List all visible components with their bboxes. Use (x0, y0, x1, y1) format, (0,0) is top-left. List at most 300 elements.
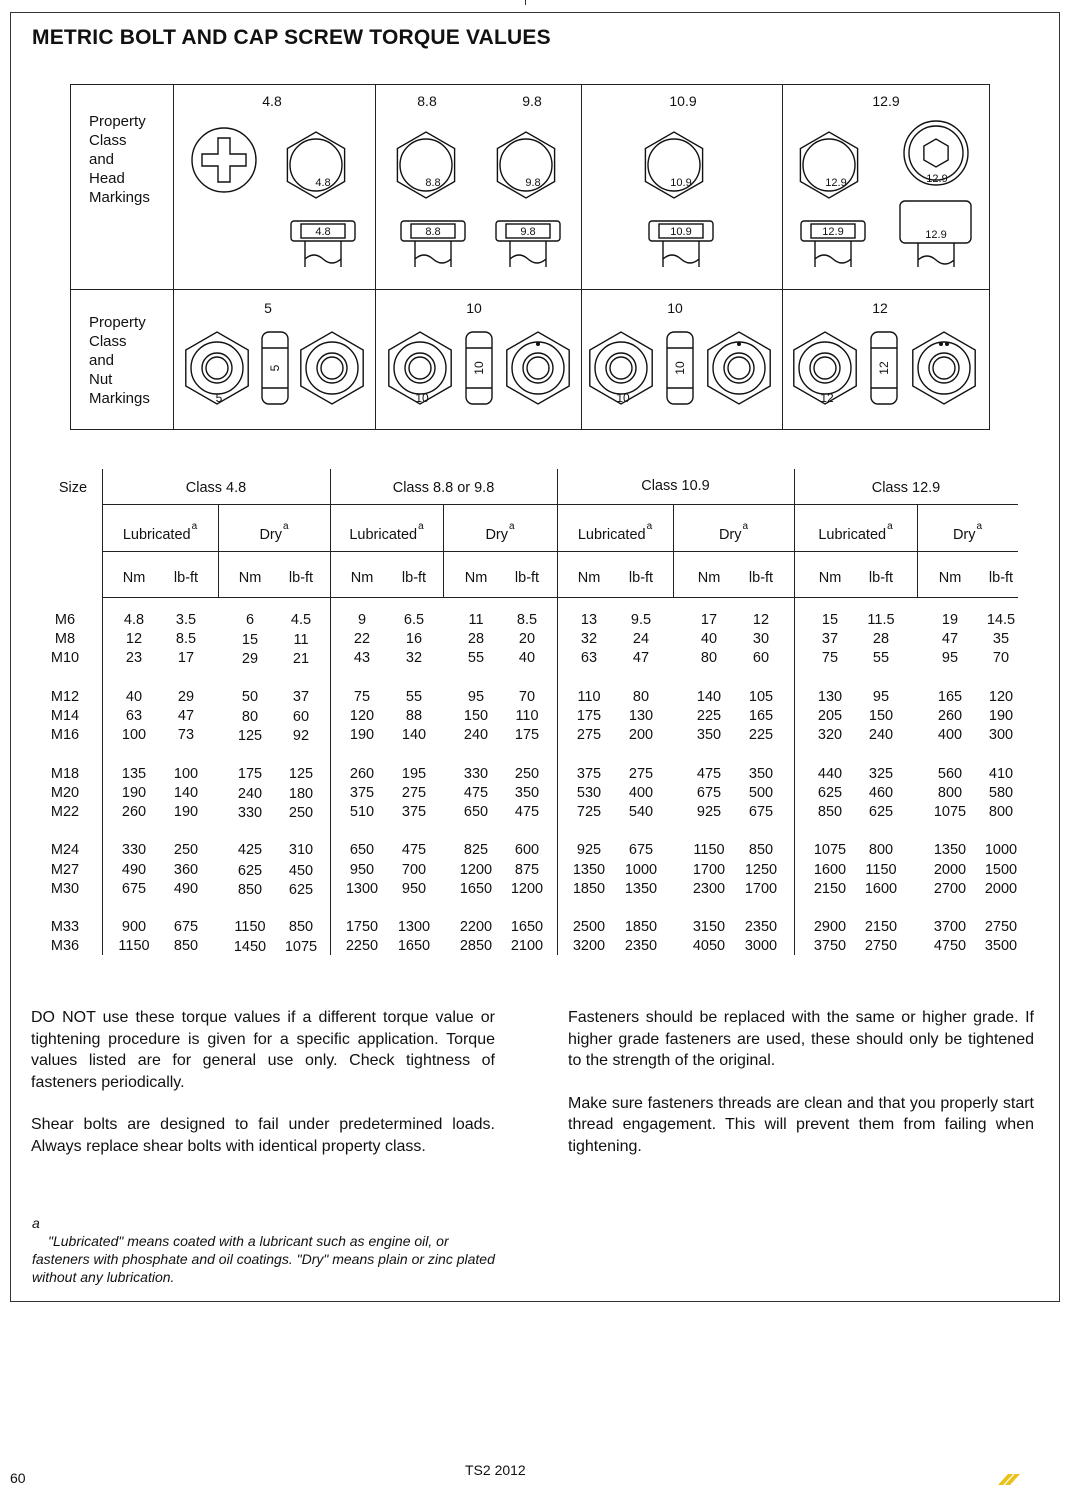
nut-thread (206, 357, 228, 379)
unit-header: Nm (938, 570, 962, 586)
torque-value: 120 (988, 688, 1014, 705)
torque-value: 80 (241, 709, 259, 725)
head-class-8-8: 8.8 (417, 93, 437, 109)
torque-value: 75 (821, 650, 839, 667)
note-paragraph: Fasteners should be replaced with the same or higher grade. If higher grade fasteners are used, these should only be tightened to the strength of the original. (568, 1009, 1034, 1069)
torque-value: 325 (868, 765, 894, 782)
head-class-4-8: 4.8 (262, 93, 282, 109)
torque-value: 40 (518, 650, 536, 667)
torque-value: 165 (748, 708, 774, 724)
nut-class-12: 12 (872, 300, 888, 316)
size-cell: M27 (50, 861, 80, 878)
torque-value: 140 (401, 727, 427, 744)
nut-face (191, 342, 243, 394)
label-line: Class (89, 333, 127, 350)
torque-value: 275 (401, 784, 427, 801)
size-cell: M20 (50, 784, 80, 801)
torque-value: 2150 (864, 919, 898, 936)
torque-value: 1150 (234, 919, 266, 936)
torque-value: 2150 (813, 880, 847, 897)
torque-value: 70 (518, 688, 536, 705)
socket-shank (918, 243, 954, 267)
torque-value: 40 (700, 631, 718, 648)
torque-value: 120 (349, 708, 375, 724)
torque-value: 130 (628, 708, 654, 724)
bolt-shank (663, 241, 699, 267)
torque-value: 275 (576, 727, 602, 744)
nut-face (306, 342, 358, 394)
torque-value: 88 (405, 708, 423, 724)
torque-value: 95 (872, 688, 890, 705)
torque-value: 40 (125, 688, 143, 705)
torque-value: 1350 (624, 880, 658, 897)
torque-value: 1700 (692, 861, 726, 878)
unit-header: lb-ft (748, 570, 774, 586)
nut-dot (536, 342, 540, 346)
marking-text: 5 (215, 391, 223, 405)
torque-value: 1000 (984, 842, 1018, 859)
footnote-ref: a (887, 521, 893, 532)
torque-value: 110 (577, 688, 601, 705)
torque-value: 175 (237, 765, 263, 782)
torque-value: 110 (515, 708, 539, 724)
page-title: METRIC BOLT AND CAP SCREW TORQUE VALUES (32, 26, 551, 49)
torque-value: 8.5 (175, 631, 197, 648)
torque-value: 800 (868, 842, 894, 859)
nut-face (799, 342, 851, 394)
unit-header: Nm (697, 570, 721, 586)
torque-value: 675 (173, 919, 199, 936)
size-cell: M10 (50, 650, 80, 667)
torque-value: 80 (632, 688, 650, 705)
marking-text: 10 (616, 391, 630, 405)
torque-value: 560 (937, 765, 963, 782)
table-rule (557, 469, 558, 955)
torque-value: 32 (580, 631, 598, 648)
torque-value: 43 (353, 650, 371, 667)
torque-value: 425 (237, 842, 263, 859)
table-rule (443, 504, 444, 597)
torque-value: 2100 (510, 938, 544, 955)
marking-text: 9.8 (520, 226, 536, 238)
brand-logo-icon (998, 1474, 1020, 1485)
head-class-12-9: 12.9 (872, 93, 900, 109)
torque-value: 55 (872, 650, 890, 667)
notes-right (568, 1007, 1034, 1178)
footnote (32, 1214, 502, 1286)
label-line: Markings (89, 189, 150, 206)
torque-value: 510 (349, 804, 375, 820)
socket-recess (924, 139, 948, 167)
torque-value: 70 (992, 650, 1010, 667)
torque-value: 2750 (864, 938, 898, 955)
size-cell: M14 (50, 708, 80, 724)
torque-value: 410 (988, 765, 1014, 782)
nut-thread (409, 357, 431, 379)
torque-value: 73 (177, 727, 195, 744)
nut-dot (737, 342, 741, 346)
torque-value: 1075 (813, 842, 847, 859)
torque-value: 95 (467, 688, 485, 705)
marking-text: 8.8 (425, 226, 441, 238)
unit-header: lb-ft (868, 570, 894, 586)
torque-value: 850 (237, 881, 263, 898)
torque-value: 190 (173, 804, 199, 820)
unit-header: Nm (577, 570, 601, 586)
nut-face (918, 342, 970, 394)
size-cell: M18 (50, 765, 80, 782)
marking-text: 12 (877, 361, 891, 375)
torque-value: 1850 (572, 880, 606, 897)
unit-header: lb-ft (628, 570, 654, 586)
torque-value: 3150 (692, 919, 726, 936)
torque-value: 460 (868, 784, 894, 801)
marking-text: 9.8 (525, 177, 541, 189)
nut-icon (913, 332, 975, 404)
torque-value: 13 (580, 612, 598, 628)
torque-value: 800 (988, 804, 1014, 820)
head-class-10-9: 10.9 (669, 93, 697, 109)
torque-value: 9 (357, 612, 367, 628)
condition-header: Lubricated$^a$ (349, 521, 424, 543)
size-cell: M12 (50, 688, 80, 705)
torque-value: 900 (121, 919, 147, 936)
torque-value: 375 (401, 804, 427, 820)
torque-value: 1700 (744, 880, 778, 897)
torque-value: 63 (125, 708, 143, 724)
torque-value: 350 (514, 784, 540, 801)
torque-value: 29 (241, 651, 259, 668)
torque-value: 80 (700, 650, 718, 667)
torque-value: 2000 (984, 880, 1018, 897)
torque-value: 125 (237, 728, 263, 745)
nut-dot (945, 342, 949, 346)
unit-header: lb-ft (173, 570, 199, 586)
size-cell: M30 (50, 880, 80, 897)
torque-value: 625 (817, 784, 843, 801)
torque-value: 37 (821, 631, 839, 648)
torque-value: 2500 (572, 919, 606, 936)
torque-value: 650 (349, 842, 375, 859)
condition-header: Dry$^a$ (718, 521, 749, 543)
torque-value: 3.5 (175, 612, 197, 628)
torque-value: 28 (872, 631, 890, 648)
footnote-ref: a (191, 521, 198, 532)
marking-text: 10.9 (670, 177, 692, 189)
table-rule (102, 597, 1018, 598)
torque-value: 2000 (933, 861, 967, 878)
nut-class-10: 10 (466, 300, 482, 316)
nut-thread (321, 357, 343, 379)
size-cell: M36 (50, 938, 80, 955)
torque-value: 3500 (984, 938, 1018, 955)
footnote-ref: a (283, 521, 289, 532)
torque-value: 650 (463, 804, 489, 820)
torque-value: 16 (405, 631, 423, 648)
marking-text: 12.9 (822, 226, 844, 238)
nut-thread (610, 357, 632, 379)
class-header: Class 4.8 (185, 480, 247, 496)
torque-value: 350 (748, 765, 774, 782)
label-line: Head (89, 170, 125, 187)
torque-value: 475 (696, 765, 722, 782)
torque-value: 175 (514, 727, 540, 744)
torque-value: 1850 (624, 919, 658, 936)
torque-value: 1200 (459, 861, 493, 878)
torque-value: 1600 (864, 880, 898, 897)
torque-value: 360 (173, 861, 199, 878)
size-cell: M24 (50, 842, 80, 859)
torque-value: 130 (817, 688, 843, 705)
torque-value: 725 (576, 804, 602, 820)
condition-header: Dry$^a$ (485, 521, 515, 543)
torque-value: 47 (177, 708, 195, 724)
torque-value: 195 (401, 765, 427, 782)
torque-value: 1350 (933, 842, 967, 859)
torque-value: 30 (752, 631, 770, 648)
torque-value: 32 (405, 650, 423, 667)
footnote-ref: a (976, 521, 983, 532)
torque-value: 240 (237, 785, 263, 802)
torque-value: 180 (288, 785, 314, 802)
torque-value: 2700 (933, 880, 967, 897)
unit-header: Nm (464, 570, 488, 586)
torque-value: 2300 (692, 880, 726, 897)
table-rule (102, 551, 1018, 552)
unit-header: Nm (350, 570, 374, 586)
torque-value: 140 (173, 784, 199, 801)
marking-illustrations (71, 85, 991, 431)
page-number: 60 (10, 1470, 26, 1486)
label-line: Class (89, 132, 127, 149)
torque-value: 400 (628, 784, 654, 801)
torque-value: 475 (463, 784, 489, 801)
torque-value: 350 (696, 727, 722, 744)
torque-value: 2750 (984, 919, 1018, 936)
torque-value: 140 (696, 688, 722, 705)
torque-value: 625 (237, 862, 263, 879)
marking-text: 12.9 (926, 173, 948, 185)
torque-value: 320 (817, 727, 843, 744)
torque-value: 205 (817, 708, 843, 724)
label-line: and (89, 352, 115, 369)
torque-value: 540 (628, 804, 654, 820)
torque-value: 300 (988, 727, 1014, 744)
torque-value: 2900 (813, 919, 847, 936)
torque-value: 11 (293, 632, 309, 649)
torque-value: 1500 (984, 861, 1018, 878)
torque-value: 60 (752, 650, 770, 667)
torque-value: 1300 (345, 880, 379, 897)
torque-value: 50 (241, 688, 259, 705)
torque-value: 4050 (692, 938, 726, 955)
torque-value: 190 (349, 727, 375, 744)
torque-value: 240 (463, 727, 489, 744)
torque-value: 925 (696, 804, 722, 820)
torque-value: 490 (121, 861, 147, 878)
torque-value: 675 (696, 784, 722, 801)
torque-value: 3700 (933, 919, 967, 936)
torque-value: 3200 (572, 938, 606, 955)
torque-value: 9.5 (630, 612, 652, 628)
torque-value: 1200 (510, 880, 544, 897)
torque-value: 850 (288, 919, 314, 936)
torque-value: 24 (632, 631, 650, 648)
torque-value: 475 (401, 842, 427, 859)
torque-value: 1600 (813, 861, 847, 878)
table-rule (102, 504, 1018, 505)
nut-class-10b: 10 (667, 300, 683, 316)
torque-value: 11.5 (867, 612, 895, 628)
torque-value: 2350 (744, 919, 778, 936)
torque-value: 21 (292, 651, 310, 668)
torque-value: 275 (628, 765, 654, 782)
torque-value: 330 (121, 842, 147, 859)
note-paragraph: Shear bolts are designed to fail under predetermined loads. Always replace shear bolts with identical property class. (31, 1116, 495, 1155)
torque-value: 19 (941, 612, 959, 628)
torque-value: 675 (748, 804, 774, 820)
table-rule (102, 469, 103, 955)
nut-thread (728, 357, 750, 379)
torque-value: 75 (353, 688, 371, 705)
torque-value: 63 (580, 650, 598, 667)
label-line: Property (89, 314, 146, 331)
torque-value: 8.5 (516, 612, 538, 628)
torque-value: 95 (941, 650, 959, 667)
torque-value: 190 (121, 784, 147, 801)
torque-value: 260 (349, 765, 375, 782)
torque-value: 1000 (624, 861, 658, 878)
torque-value: 250 (514, 765, 540, 782)
table-rule (218, 504, 219, 597)
torque-value: 23 (125, 650, 143, 667)
torque-value: 825 (463, 842, 489, 859)
condition-header: Lubricated$^a$ (122, 521, 198, 543)
condition-header: Dry$^a$ (259, 521, 289, 543)
torque-value: 1650 (459, 880, 493, 897)
size-cell: M8 (54, 631, 76, 648)
condition-header: Lubricated$^a$ (818, 521, 893, 543)
nut-face (713, 342, 765, 394)
size-cell: M6 (54, 612, 76, 628)
torque-value: 675 (628, 842, 654, 859)
footnote-mark: a (32, 1215, 40, 1231)
torque-value: 950 (401, 880, 427, 897)
bolt-shank (815, 241, 851, 267)
torque-value: 1150 (118, 938, 150, 955)
nut-class-5: 5 (264, 300, 272, 316)
notes-left (31, 1007, 495, 1178)
table-rule (673, 504, 674, 597)
torque-value: 55 (467, 650, 485, 667)
label-line: Markings (89, 390, 150, 407)
torque-value: 530 (576, 784, 602, 801)
table-rule (330, 469, 331, 955)
torque-value: 4.8 (123, 612, 145, 628)
torque-value: 92 (292, 728, 310, 745)
torque-value: 2200 (459, 919, 493, 936)
marking-text: 10.9 (670, 226, 692, 238)
condition-header: Lubricated$^a$ (577, 521, 653, 543)
marking-text: 4.8 (315, 226, 331, 238)
torque-value: 375 (576, 765, 602, 782)
table-rule (917, 504, 918, 597)
torque-value: 490 (173, 880, 199, 897)
torque-value: 330 (463, 765, 489, 782)
torque-value: 260 (937, 708, 963, 724)
socket-head-rim (909, 126, 963, 180)
torque-value: 850 (748, 842, 774, 859)
torque-value: 950 (349, 861, 375, 878)
bolt-shank (415, 241, 451, 267)
torque-value: 150 (463, 708, 489, 724)
torque-value: 15 (241, 632, 259, 649)
label-line: and (89, 151, 115, 168)
torque-value: 1650 (397, 938, 431, 955)
top-edge-mark (525, 0, 526, 5)
nut-thread (933, 357, 955, 379)
torque-value: 4750 (933, 938, 967, 955)
torque-value: 105 (748, 688, 774, 705)
torque-value: 17 (700, 612, 718, 628)
torque-value: 4.5 (290, 612, 312, 628)
document-id: TS2 2012 (465, 1462, 526, 1478)
class-header: Class 12.9 (871, 480, 941, 496)
bolt-shank (305, 241, 341, 267)
torque-value: 14.5 (986, 612, 1016, 628)
torque-value: 450 (288, 862, 314, 879)
marking-text: 10 (472, 361, 486, 375)
size-cell: M16 (50, 727, 80, 744)
torque-value: 240 (868, 727, 894, 744)
nut-thread (814, 357, 836, 379)
torque-value: 260 (121, 804, 147, 820)
torque-value: 1075 (933, 804, 967, 820)
torque-value: 100 (121, 727, 147, 744)
footnote-ref: a (418, 521, 424, 532)
torque-value: 6 (245, 612, 255, 628)
torque-value: 29 (177, 688, 195, 705)
cross-recess (202, 138, 246, 182)
head-class-9-8: 9.8 (522, 93, 542, 109)
torque-value: 1150 (865, 861, 897, 878)
torque-value: 100 (173, 765, 199, 782)
nut-face (595, 342, 647, 394)
torque-value: 3000 (744, 938, 778, 955)
torque-value: 47 (632, 650, 650, 667)
torque-value: 35 (992, 631, 1010, 648)
torque-value: 165 (937, 688, 963, 705)
torque-value: 400 (937, 727, 963, 744)
torque-value: 1075 (284, 939, 318, 956)
marking-text: 12.9 (825, 177, 847, 189)
nut-thread (527, 357, 549, 379)
torque-value: 12 (752, 612, 770, 628)
torque-value: 225 (748, 727, 774, 744)
unit-header: Nm (238, 570, 262, 586)
unit-header: Nm (818, 570, 842, 586)
torque-value: 17 (177, 650, 195, 667)
marking-text: 12 (820, 391, 834, 405)
footnote-ref: a (509, 521, 515, 532)
torque-value: 310 (288, 842, 314, 859)
torque-value: 37 (292, 688, 310, 705)
torque-value: 925 (576, 842, 602, 859)
marking-grid (70, 84, 990, 430)
footnote-ref: a (742, 521, 749, 532)
torque-value: 1450 (233, 939, 267, 956)
torque-value: 22 (353, 631, 371, 648)
